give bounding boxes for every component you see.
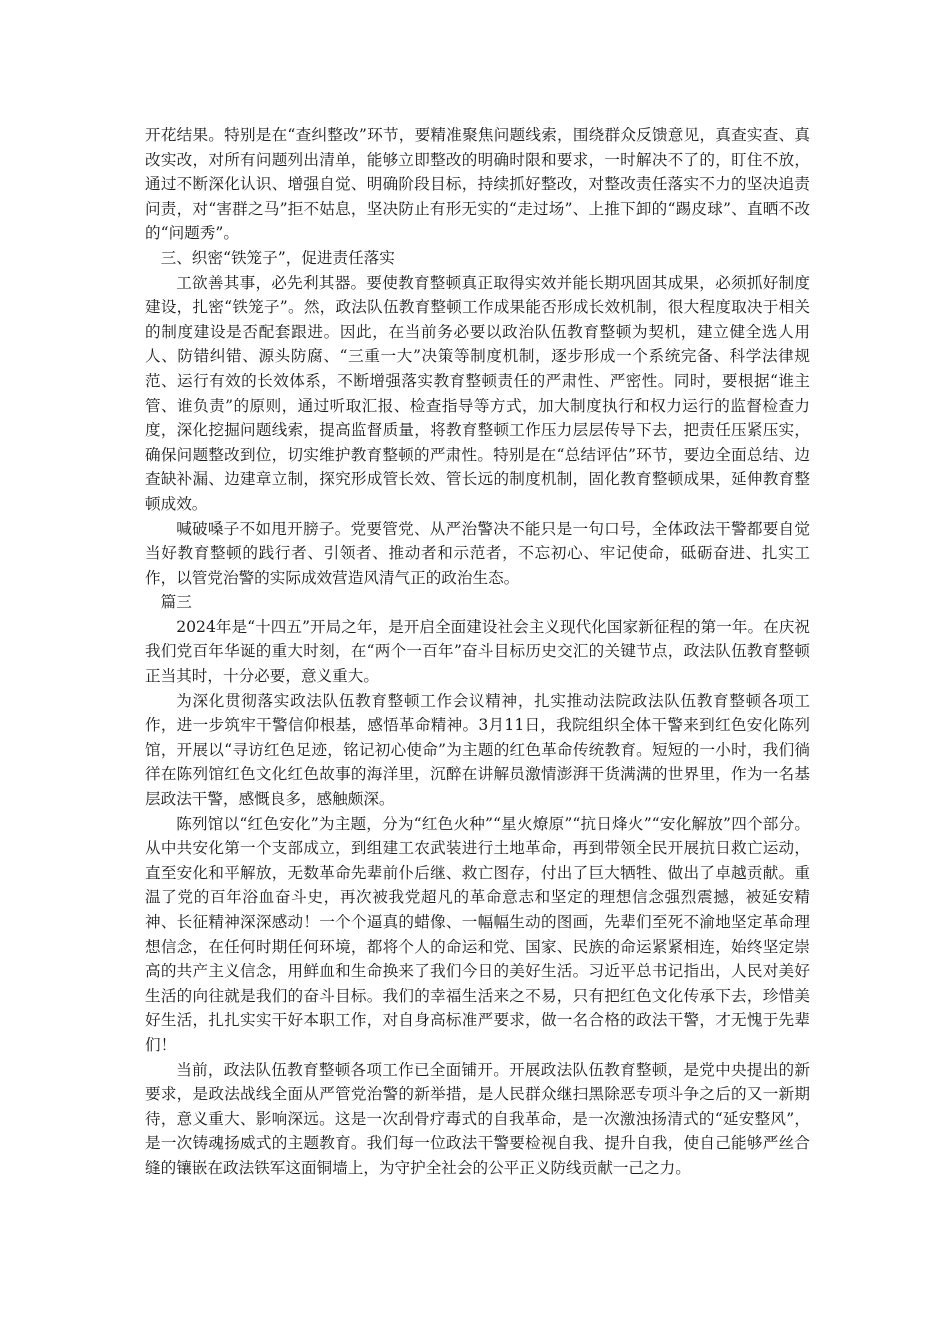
paragraph-current-work: 当前，政法队伍教育整顿各项工作已全面铺开。开展政法队伍教育整顿，是党中央提出的新要求，是政法战线全面从严管党治警的新举措，是人民群众继扫黑除恶专项斗争之后的又一新期待，意义重大、影响深远。这是一次刮骨疗毒式的自我革命，是一次激浊扬清式的“延安整风”，是一次铸魂扬威式的主题教育。我们每一位政法干警要检视自我、提升自我，使自己能够严丝合缝的镶嵌在政法铁军这面铜墙上，为守护全社会的公平正义防线贡献一己之力。: [145, 1060, 810, 1177]
article-heading-part-three: 篇三: [160, 593, 192, 612]
paragraph-museum-visit: 为深化贯彻落实政法队伍教育整顿工作会议精神，扎实推动法院政法队伍教育整顿各项工作，进一步筑牢干警信仰根基，感悟革命精神。3月11日，我院组织全体干警来到红色安化陈列馆，开展以“寻访红色足迹，铭记初心使命”为主题的红色革命传统教育。短短的一小时，我们徜徉在陈列馆红色文化红色故事的海洋里，沉醉在讲解员激情澎湃干货满满的世界里，作为一名基层政法干警，感慨良多，感触颇深。: [145, 691, 810, 809]
paragraph-museum-content: 陈列馆以“红色安化”为主题，分为“红色火种”“星火燎原”“抗日烽火”“安化解放”四个部分。从中共安化第一个支部成立，到组建工农武装进行土地革命，再到带领全民开展抗日救亡运动，直至安化和平解放，无数革命先辈前仆后继、救亡图存，付出了巨大牺牲、做出了卓越贡献。重温了党的百年浴血奋斗史，再次被我党超凡的革命意志和坚定的理想信念强烈震撼，被延安精神、长征精神深深感动！一个个逼真的蜡像、一幅幅生动的图画，先辈们至死不渝地坚定革命理想信念，在任何时期任何环境，都将个人的命运和党、国家、民族的命运紧紧相连，始终坚定崇高的共产主义信念，用鲜血和生命换来了我们今日的美好生活。习近平总书记指出，人民对美好生活的向往就是我们的奋斗目标。我们的幸福生活来之不易，只有把红色文化传承下去，珍惜美好生活，扎扎实实干好本职工作，对自身高标准严要求，做一名合格的政法干警，才无愧于先辈们！: [145, 814, 810, 1054]
document-body: [145, 123, 810, 1181]
paragraph-intro-2024: 2024年是“十四五”开局之年，是开启全面建设社会主义现代化国家新征程的第一年。在庆祝我们党百年华诞的重大时刻，在“两个一百年”奋斗目标历史交汇的关键节点，政法队伍教育整顿正当其时，十分必要，意义重大。: [145, 617, 810, 686]
paragraph-institution-building: 工欲善其事，必先利其器。要使教育整顿真正取得实效并能长期巩固其成果，必须抓好制度建设，扎密“铁笼子”。然，政法队伍教育整顿工作成果能否形成长效机制，很大程度取决于相关的制度建设是否配套跟进。因此，在当前务必要以政治队伍教育整顿为契机，建立健全选人用人、防错纠错、源头防腐、“三重一大”决策等制度机制，逐步形成一个系统完备、科学法律规范、运行有效的长效体系，不断增强落实教育整顿责任的严肃性、严密性。同时，要根据“谁主管、谁负责”的原则，通过听取汇报、检查指导等方式，加大制度执行和权力运行的监督检查力度，深化挖掘问题线索，提高监督质量，将教育整顿工作压力层层传导下去，把责任压紧压实，确保问题整改到位，切实维护教育整顿的严肃性。特别是在“总结评估”环节，要边全面总结、边查缺补漏、边建章立制，探究形成管长效、管长远的制度机制，固化教育整顿成果，延伸教育整顿成效。: [145, 273, 810, 513]
paragraph-conclusion: 喊破嗓子不如甩开膀子。党要管党、从严治警决不能只是一句口号，全体政法干警都要自觉当好教育整顿的践行者、引领者、推动者和示范者，不忘初心、牢记使命，砥砺奋进、扎实工作，以管党治警的实际成效营造风清气正的政治生态。: [145, 519, 810, 587]
paragraph-continuation: 开花结果。特别是在“查纠整改”环节，要精准聚焦问题线索，围绕群众反馈意见，真查实查、真改实改，对所有问题列出清单，能够立即整改的明确时限和要求，一时解决不了的，盯住不放，通过不断深化认识、增强自觉、明确阶段目标，持续抓好整改，对整改责任落实不力的坚决追责问责，对“害群之马”拒不姑息，坚决防止有形无实的“走过场”、上推下卸的“踢皮球”、直晒不改的“问题秀”。: [145, 126, 810, 243]
section-heading-three: 三、织密“铁笼子”，促进责任落实: [160, 248, 395, 267]
